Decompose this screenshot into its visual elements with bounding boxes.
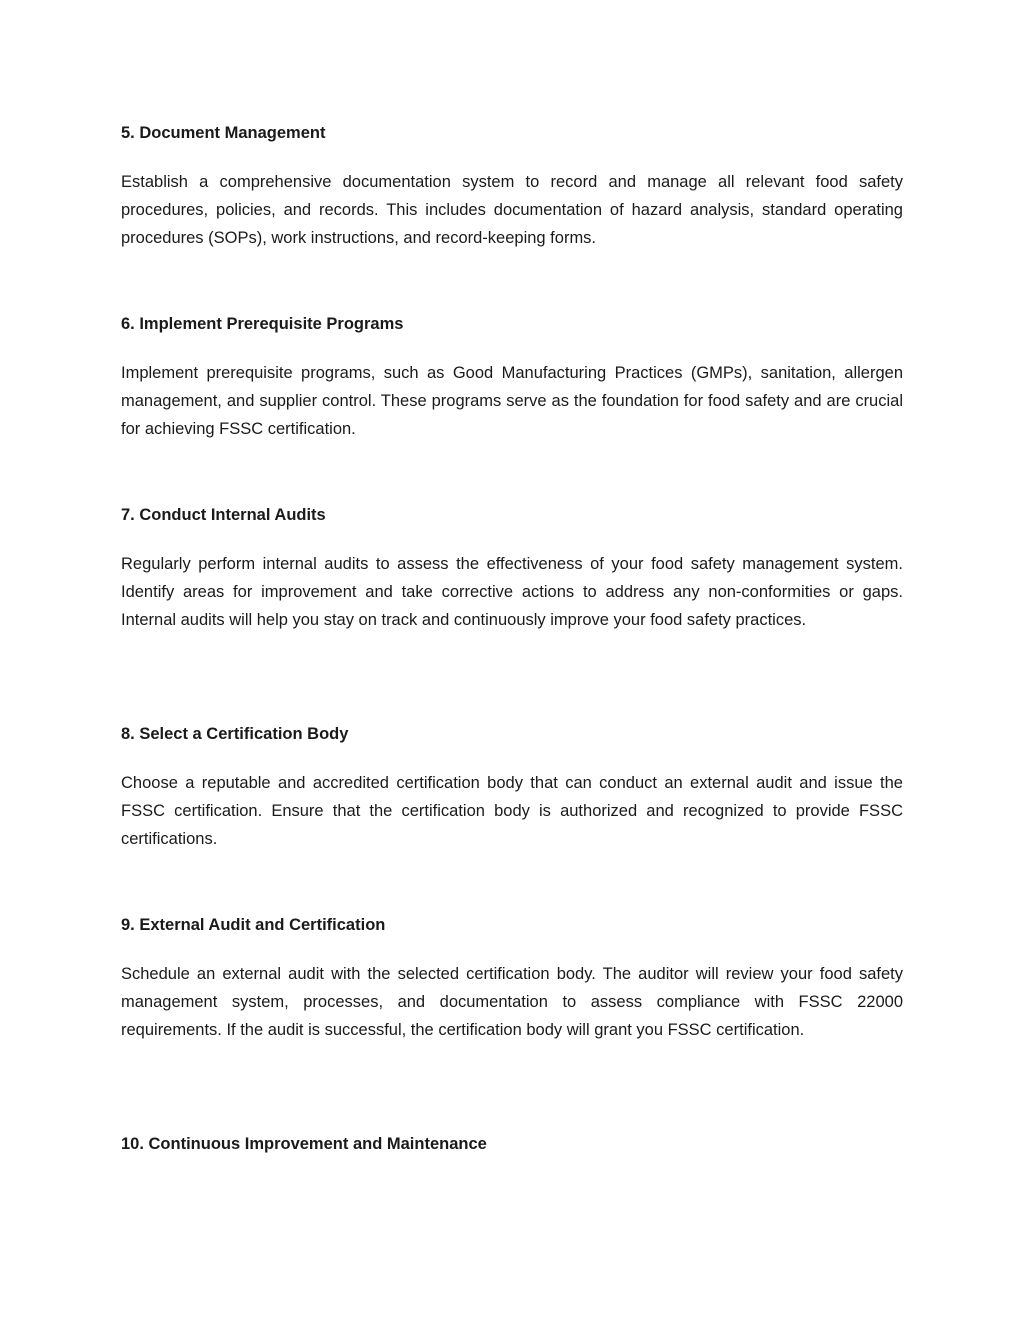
section-external-audit bbox=[121, 915, 903, 1044]
section-certification-body bbox=[121, 724, 903, 853]
section-continuous-improvement bbox=[121, 1134, 903, 1154]
section-body: Implement prerequisite programs, such as Good Manufacturing Practices (GMPs), sanitation, allergen management, and supplier control. These programs serve as the foundation for food safety and are crucial for achieving FSSC certification. bbox=[121, 364, 903, 438]
section-internal-audits bbox=[121, 505, 903, 634]
section-body: Choose a reputable and accredited certification body that can conduct an external audit and issue the FSSC certification. Ensure that the certification body is authorized and recognized to provide FSSC certifications. bbox=[121, 774, 903, 848]
section-heading: 9. External Audit and Certification bbox=[121, 916, 386, 934]
section-body: Establish a comprehensive documentation system to record and manage all relevant food safety procedures, policies, and records. This includes documentation of hazard analysis, standard operating procedures (SOPs), work instructions, and record-keeping forms. bbox=[121, 173, 903, 247]
section-document-management bbox=[121, 123, 903, 252]
section-body: Regularly perform internal audits to assess the effectiveness of your food safety management system. Identify areas for improvement and take corrective actions to address any non-conformities or gaps. Internal audits will help you stay on track and continuously improve your food safety practices. bbox=[121, 555, 903, 629]
document-page bbox=[121, 0, 903, 1325]
section-heading: 6. Implement Prerequisite Programs bbox=[121, 315, 404, 333]
section-heading: 5. Document Management bbox=[121, 124, 326, 142]
section-heading: 8. Select a Certification Body bbox=[121, 725, 349, 743]
section-heading: 7. Conduct Internal Audits bbox=[121, 506, 326, 524]
section-prerequisite-programs bbox=[121, 314, 903, 443]
section-heading: 10. Continuous Improvement and Maintenance bbox=[121, 1135, 487, 1153]
section-body: Schedule an external audit with the selected certification body. The auditor will review your food safety management system, processes, and documentation to assess compliance with FSSC 22000 requirements. If the audit is successful, the certification body will grant you FSSC certification. bbox=[121, 965, 903, 1039]
